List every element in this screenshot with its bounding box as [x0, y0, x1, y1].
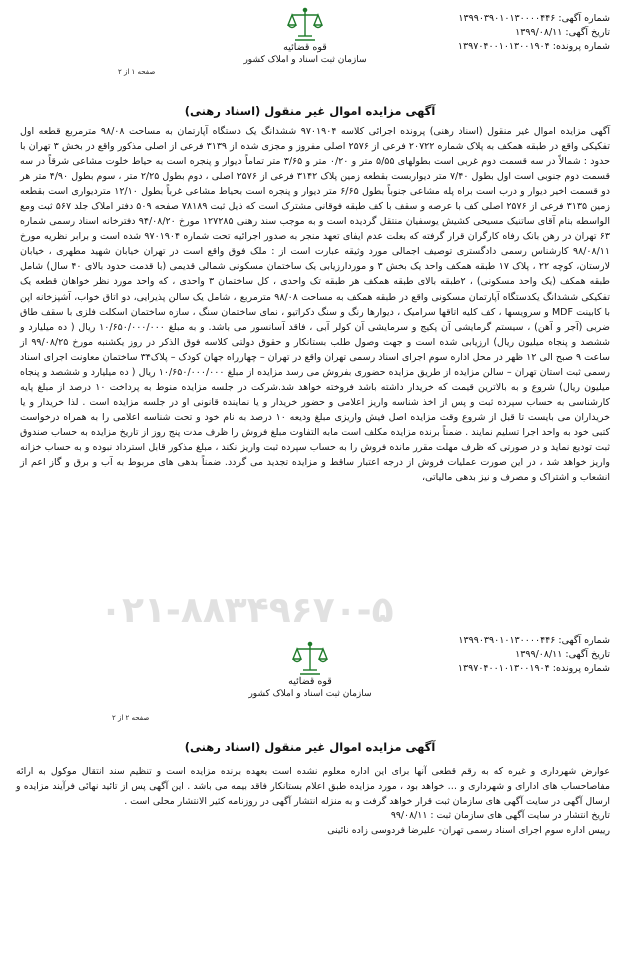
notice-date: تاریخ آگهی: ۱۳۹۹/۰۸/۱۱: [515, 27, 610, 38]
notice-1-meta: [458, 12, 610, 54]
emblem-org-name: سازمان ثبت اسناد و املاک کشور: [243, 55, 367, 65]
notice-2-meta: [458, 634, 610, 676]
case-number: شماره پرونده: ۱۳۹۷۰۴۰۰۱۰۱۳۰۰۱۹۰۴: [457, 41, 610, 52]
case-number: شماره پرونده: ۱۳۹۷۰۴۰۰۱۰۱۳۰۰۱۹۰۴: [457, 663, 610, 674]
notice-number: شماره آگهی: ۱۳۹۹۰۳۹۰۱۰۱۳۰۰۰۰۴۴۶: [458, 635, 610, 646]
notice-number: شماره آگهی: ۱۳۹۹۰۳۹۰۱۰۱۳۰۰۰۰۴۴۶: [458, 13, 610, 24]
emblem-motto: قوه قضائیه: [283, 42, 327, 53]
phone-watermark: ۰۲۱-۸۸۳۴۹۶۷۰-۵: [100, 590, 394, 631]
scales-of-justice-icon: [290, 640, 330, 676]
judiciary-emblem: [245, 640, 375, 700]
scales-of-justice-icon: [285, 6, 325, 42]
notice-body: آگهی مزایده اموال غیر منقول (اسناد رهنی) پرونده اجرائی کلاسه ۹۷۰۱۹۰۴ ششدانگ یک دستگاه آپارتمان به مساحت ۹۸/۰۸ مترمربع قطعه اول تفکیکی واقع در طبقه همکف به پلاک شماره ۲۰۷۲۲ فرعی از ۲۵۷۶ اصلی مفروز و مجزی شده از ۳۱۳۹ فرعی از اصلی مذکور واقع در بخش ۳ تهران با حدود : شمالاً در سه قسمت دوم غربی است بطولهای ۵/۵۵ متر و ۰/۲۰ متر و ۳/۶۵ متر تماماً دیوار و پنجره است به حیاط خلوت مشاعی شرقاً در سه قسمت دوم جنوبی است اول بطول ۷/۴۰ متر دیواربست بقطعه زمین پلاک ۳۱۴۲ فرعی از ۲۵۷۶ اصلی ، دوم بطول ۲/۲۵ متر ، سوم بطول ۴/۹۰ متر هر دو قسمت اخیر دیوار و درب است براه پله مشاعی جنوباً بطول ۶/۶۵ متر دیوار و پنجره است بحیاط مشاعی غرباً بطول ۱۲/۱۰ متردیواری است بقطعه زمین ۳۱۳۵ فرعی از ۲۵۷۶ اصلی کف با عرصه و سقف با کف طبقه فوقانی مشترک است که ذیل ثبت ۷۸۱۸۹ صفحه ۵۰۹ دفتر املاک جلد ۵۶۷ ثبت ومع الواسطه بنام آقای ساتنیک مسیحی کشیش یوسفیان منتقل گردیده است و به موجب سند رهنی ۱۲۷۲۸۵ مورخ ۹۴/۰۸/۲۰ دفترخانه اسناد رسمی شماره ۶۳ تهران در رهن بانک رفاه کارگران قرار گرفته که بعلت عدم ایفای تعهد منجر به صدور اجرائیه تحت شماره ۹۷۰۱۹۰۴ شده است و برابر نظریه مورخ ۹۸/۰۸/۱۱ کارشناس رسمی دادگستری توصیف اجمالی مورد وثیقه عبارت است از : ملک فوق واقع است در تهران خیابان شهید مطهری ، خیابان لارستان، کوچه ۲۲ ، پلاک ۱۷ طبقه همکف واحد یک بخش ۳ و موردارزیابی یک ساختمان مسکونی شمالی قدیمی (با قدمت حدود بالای ۴۰ سال) شامل طبقه همکف (یک واحد مسکونی) ، ۲طبقه بالای طبقه همکف هر طبقه تک واحدی ، کل ساختمان ۳ واحدی ، که واحد مورد نظر خواهان قطعه یک تفکیکی ششدانگ یکدستگاه آپارتمان مسکونی واقع در طبقه همکف به مساحت ۹۸/۰۸ مترمربع ، شامل یک سالن پذیرایی، دو اتاق خواب، آشپزخانه اپن با کابینت MDF و سرویسها ، کف کلیه اتاقها سرامیک ، دیوارها رنگ و سنگ دکراتیو ، نمای ساختمان سنگ ، سازه ساختمان اسکلت فلزی با سقف طاق ضربی (آجر و آهن) ، سیستم گرمایشی آن پکیج و سرمایشی آن کولر آبی ، فاقد آسانسور می باشد. و به مبلغ ۱۰/۶۵۰/۰۰۰/۰۰۰ ریال ( ده میلیارد و ششصد و پنجاه میلیون ریال) ارزیابی شده است و جهت وصول طلب بستانکار و حقوق دولتی کلاسه فوق الذکر در روز یکشنبه مورخ ۹۹/۰۸/۲۵ از ساعت ۹ صبح الی ۱۲ ظهر در محل اداره سوم اجرای اسناد رسمی تهران واقع در تهران – چهارراه جهان کودک – پلاک۳۴ ساختمان معاونت اجرای اسناد رسمی ثبت استان تهران – سالن مزایده از طریق مزایده حضوری بفروش می رسد مزایده از مبلغ ۱۰/۶۵۰/۰۰۰/۰۰۰ ریال ( ده میلیارد و ششصد و پنجاه میلیون ریال) شروع و به بالاترین قیمت که خریدار داشته باشد فروخته خواهد شد.شرکت در جلسه مزایده منوط به پرداخت ۱۰ درصد از مبلغ پایه کارشناسی به حساب سپرده ثبت و پس از اخذ شناسه واریز اعلامی و حضور خریدار و یا نماینده قانونی او در جلسه مزایده است . لذا خریدار و یا خریداران می بایست تا قبل از شروع وقت مزایده اصل فیش واریزی مبلغ ودیعه ۱۰ درصد به نام خود و تحت شناسه اعلامی را به همراه درخواست کتبی خود به واحد اجرا تسلیم نمایند . ضمناً برنده مزایده مکلف است مابه التفاوت مبلغ فروش را ظرف مدت پنج روز از تاریخ مزایده به حساب صندوق ثبت تودیع نماید و در صورتی که ظرف مهلت مقرر مانده فروش را به حساب سپرده ثبت واریز نکند ، مبلغ مذکور قابل استرداد نبوده و به حساب خزانه واریز خواهد شد ، در این صورت عملیات فروش از درجه اعتبار ساقط و مزایده تجدید می گردد. ضمناً بدهی های مربوط به آب و برق و گاز اعم از انشعاب و اشتراک و مصرف و نیز بدهی مالیاتی،: [20, 126, 611, 484]
judiciary-emblem: [240, 6, 370, 66]
notice-body-continued: [16, 765, 610, 839]
emblem-motto: قوه قضائیه: [288, 676, 332, 687]
notice-body-text: عوارض شهرداری و غیره که به رقم قطعی آنها برای این اداره معلوم نشده است بعهده برنده مزایده است و تنظیم سند انتقال موکول به ارائه مفاصاحساب های ادارای و شهرداری و … خواهد بود ، مورد مزایده طبق اعلام بستانکار فاقد بیمه می باشد . این آگهی پس از تائید نهائی فرآیند مزایده و ارسال آگهی در سایت آگهی های سازمان ثبت قرار خواهد گرفت و به منزله انتشار آگهی در روزنامه کثیر الانتشار محلی است .: [16, 766, 610, 807]
publish-date: تاریخ انتشار در سایت آگهی های سازمان ثبت : ۹۹/۰۸/۱۱: [390, 810, 610, 822]
page-label: صفحه ۲ از ۲: [112, 714, 150, 722]
notice-title: آگهی مزایده اموال غیر منقول (اسناد رهنی): [184, 740, 436, 754]
signature-line: رییس اداره سوم اجرای اسناد رسمی تهران- علیرضا فردوسی زاده نائینی: [327, 825, 610, 837]
emblem-org-name: سازمان ثبت اسناد و املاک کشور: [248, 689, 372, 699]
notice-title: آگهی مزایده اموال غیر منقول (اسناد رهنی): [184, 104, 436, 118]
notice-date: تاریخ آگهی: ۱۳۹۹/۰۸/۱۱: [515, 649, 610, 660]
page-label: صفحه ۱ از ۲: [118, 68, 156, 76]
